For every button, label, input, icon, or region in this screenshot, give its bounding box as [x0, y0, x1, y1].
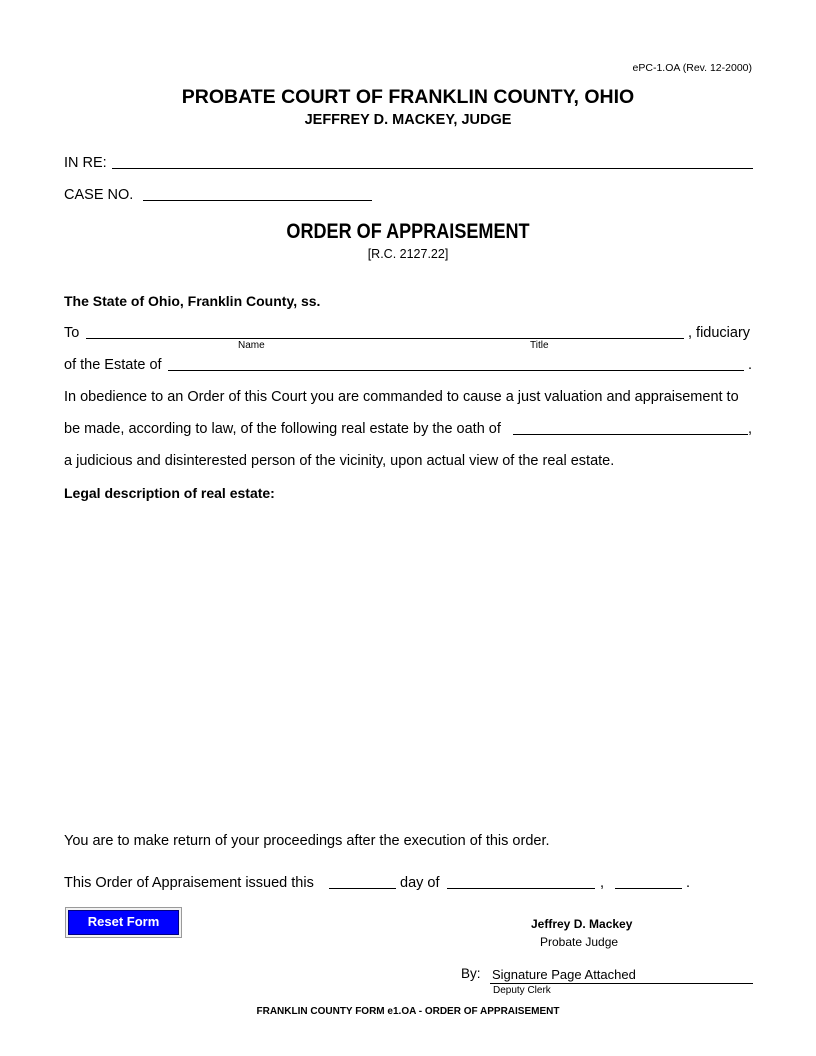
venue-line: The State of Ohio, Franklin County, ss. [64, 293, 321, 309]
deputy-clerk-caption: Deputy Clerk [493, 985, 551, 996]
paragraph-line-1: In obedience to an Order of this Court you are commanded to cause a just valuation and appraisement to [64, 389, 739, 405]
issued-day-field[interactable] [329, 888, 396, 889]
issued-comma: , [600, 875, 605, 891]
name-caption: Name [238, 340, 265, 351]
fiduciary-name-title-field[interactable] [86, 338, 684, 339]
title-caption: Title [530, 340, 549, 351]
form-code: ePC-1.OA (Rev. 12-2000) [632, 62, 752, 74]
fiduciary-suffix: , fiduciary [688, 325, 751, 341]
issued-month-field[interactable] [447, 888, 595, 889]
legal-description-label: Legal description of real estate: [64, 485, 275, 501]
appraiser-field[interactable] [513, 434, 748, 435]
issued-year-field[interactable] [615, 888, 682, 889]
statute-reference: [R.C. 2127.22] [367, 247, 449, 261]
paragraph-line-2-comma: , [748, 421, 753, 437]
estate-label: of the Estate of [64, 357, 162, 373]
paragraph-line-2: be made, according to law, of the following real estate by the oath of [64, 421, 501, 437]
estate-suffix: . [748, 357, 753, 373]
footer: FRANKLIN COUNTY FORM e1.OA - ORDER OF APPRAISEMENT [256, 1006, 560, 1017]
case-no-field[interactable] [143, 200, 372, 201]
reset-button-frame [65, 907, 182, 938]
issued-day-of: day of [400, 875, 440, 891]
reset-form-button[interactable]: Reset Form [68, 910, 179, 935]
estate-field[interactable] [168, 370, 744, 371]
paragraph-line-3: a judicious and disinterested person of the vicinity, upon actual view of the real estate. [64, 453, 615, 469]
legal-description-field[interactable] [64, 506, 753, 822]
signer-name: Jeffrey D. Mackey [531, 917, 633, 931]
signer-title: Probate Judge [540, 935, 619, 949]
issued-sentence: This Order of Appraisement issued this [64, 875, 314, 891]
signature-line [490, 983, 753, 984]
court-name: PROBATE COURT OF FRANKLIN COUNTY, OHIO [181, 86, 635, 108]
in-re-label: IN RE: [64, 155, 107, 171]
by-label: By: [461, 966, 481, 981]
in-re-field[interactable] [112, 168, 753, 169]
issued-period: . [686, 875, 691, 891]
judge-name: JEFFREY D. MACKEY, JUDGE [304, 112, 512, 128]
signature-field[interactable]: Signature Page Attached [492, 967, 636, 982]
return-sentence: You are to make return of your proceedings after the execution of this order. [64, 833, 550, 849]
to-label: To [64, 325, 80, 341]
case-no-label: CASE NO. [64, 187, 134, 203]
document-title: ORDER OF APPRAISEMENT [286, 220, 530, 243]
